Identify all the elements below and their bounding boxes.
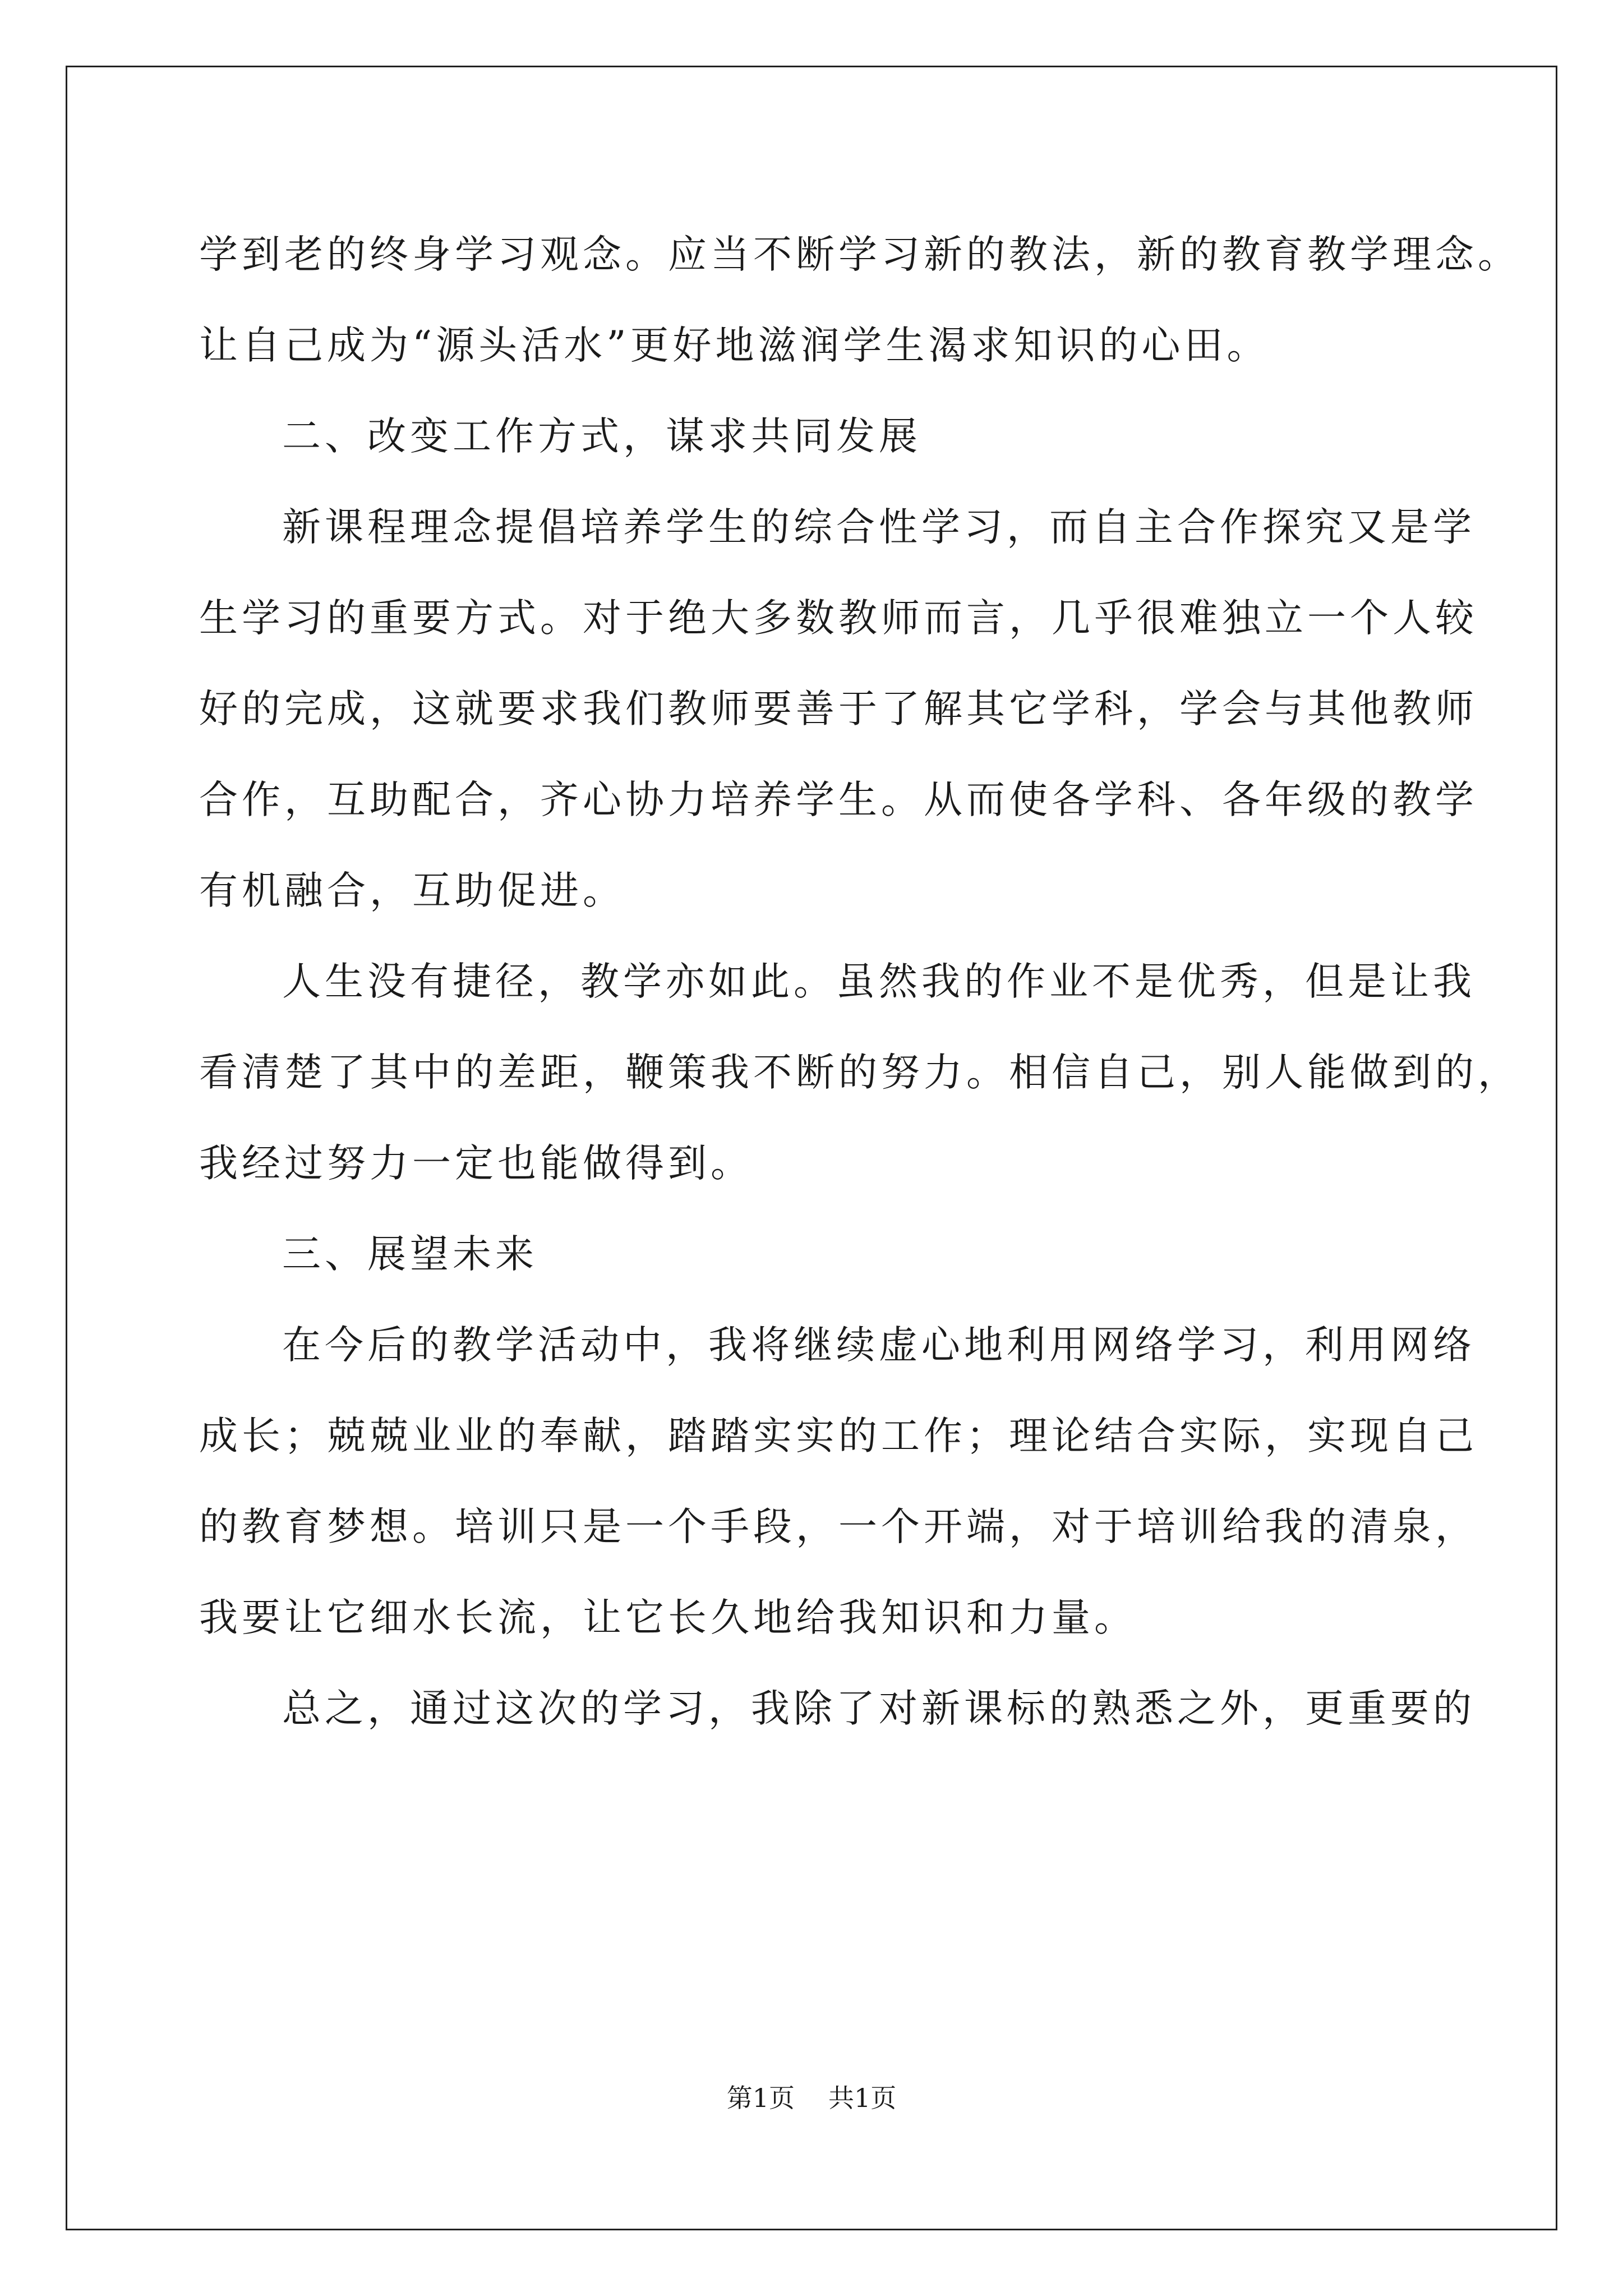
paragraph-line: 我要让它细水长流，让它长久地给我知识和力量。 <box>199 1595 1137 1640</box>
paragraph-line: 的教育梦想。培训只是一个手段，一个开端，对于培训给我的清泉， <box>199 1504 1478 1549</box>
document-body <box>199 209 1520 1754</box>
page-number: 第1页 <box>726 2083 795 2113</box>
paragraph-line: 总之，通过这次的学习，我除了对新课标的熟悉之外，更重要的 <box>282 1686 1476 1731</box>
page-footer <box>0 2081 1623 2115</box>
paragraph-line: 学到老的终身学习观念。应当不断学习新的教法，新的教育教学理念。 <box>199 232 1520 277</box>
paragraph-line: 在今后的教学活动中，我将继续虚心地利用网络学习，利用网络 <box>282 1323 1476 1368</box>
paragraph-line: 新课程理念提倡培养学生的综合性学习，而自主合作探究又是学 <box>282 505 1476 550</box>
paragraph-line: 好的完成，这就要求我们教师要善于了解其它学科，学会与其他教师 <box>199 687 1478 731</box>
paragraph-line: 成长；兢兢业业的奉献，踏踏实实的工作；理论结合实际，实现自己 <box>199 1414 1478 1458</box>
paragraph-line: 我经过努力一定也能做得到。 <box>199 1141 753 1186</box>
paragraph-line: 看清楚了其中的差距，鞭策我不断的努力。相信自己，别人能做到的， <box>199 1050 1520 1095</box>
paragraph-line: 生学习的重要方式。对于绝大多数教师而言，几乎很难独立一个人较 <box>199 596 1478 641</box>
section-heading: 三、展望未来 <box>282 1232 538 1277</box>
paragraph-line: 合作，互助配合，齐心协力培养学生。从而使各学科、各年级的教学 <box>199 777 1478 822</box>
section-heading: 二、改变工作方式，谋求共同发展 <box>282 414 921 459</box>
paragraph-line: 人生没有捷径，教学亦如此。虽然我的作业不是优秀，但是让我 <box>282 959 1476 1004</box>
page-total: 共1页 <box>828 2083 897 2113</box>
paragraph-line: 让自己成为“源头活水”更好地滋润学生渴求知识的心田。 <box>199 323 1270 368</box>
paragraph-line: 有机融合，互助促进。 <box>199 868 625 913</box>
